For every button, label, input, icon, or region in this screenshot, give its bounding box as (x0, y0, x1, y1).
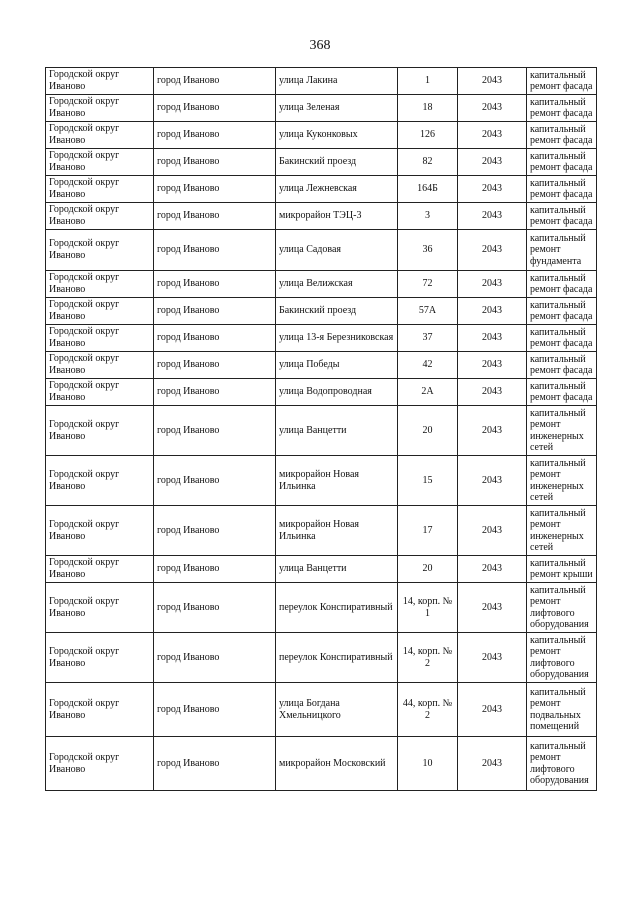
cell-year: 2043 (458, 95, 527, 122)
cell-year: 2043 (458, 271, 527, 298)
cell-work: капитальный ремонт инженерных сетей (527, 456, 597, 506)
table-row (46, 352, 597, 379)
cell-house: 82 (398, 149, 458, 176)
cell-house: 3 (398, 203, 458, 230)
cell-gorod: город Иваново (154, 271, 276, 298)
cell-work: капитальный ремонт фасада (527, 68, 597, 95)
cell-street: улица Лакина (276, 68, 398, 95)
table-row (46, 176, 597, 203)
cell-house: 36 (398, 230, 458, 271)
cell-gorod: город Иваново (154, 325, 276, 352)
cell-work: капитальный ремонт фасада (527, 379, 597, 406)
cell-year: 2043 (458, 456, 527, 506)
cell-street: улица Куконковых (276, 122, 398, 149)
cell-work: капитальный ремонт инженерных сетей (527, 406, 597, 456)
cell-street: переулок Конспиративный (276, 633, 398, 683)
cell-okrug: Городской округ Иваново (46, 271, 154, 298)
table-row (46, 379, 597, 406)
cell-year: 2043 (458, 506, 527, 556)
cell-year: 2043 (458, 68, 527, 95)
cell-okrug: Городской округ Иваново (46, 379, 154, 406)
table-row (46, 683, 597, 737)
cell-house: 37 (398, 325, 458, 352)
cell-okrug: Городской округ Иваново (46, 176, 154, 203)
table-row (46, 68, 597, 95)
cell-house: 1 (398, 68, 458, 95)
cell-street: улица Водопроводная (276, 379, 398, 406)
cell-work: капитальный ремонт фасада (527, 122, 597, 149)
table-row (46, 737, 597, 791)
cell-work: капитальный ремонт фасада (527, 271, 597, 298)
cell-work: капитальный ремонт лифтового оборудования (527, 633, 597, 683)
cell-gorod: город Иваново (154, 352, 276, 379)
cell-street: микрорайон Новая Ильинка (276, 456, 398, 506)
cell-gorod: город Иваново (154, 737, 276, 791)
cell-street: переулок Конспиративный (276, 583, 398, 633)
cell-okrug: Городской округ Иваново (46, 583, 154, 633)
cell-gorod: город Иваново (154, 406, 276, 456)
page-number: 368 (309, 38, 331, 53)
cell-house: 57А (398, 298, 458, 325)
cell-gorod: город Иваново (154, 556, 276, 583)
cell-street: улица Зеленая (276, 95, 398, 122)
cell-gorod: город Иваново (154, 203, 276, 230)
table-row (46, 633, 597, 683)
cell-house: 18 (398, 95, 458, 122)
cell-okrug: Городской округ Иваново (46, 325, 154, 352)
cell-street: Бакинский проезд (276, 298, 398, 325)
cell-work: капитальный ремонт фасада (527, 203, 597, 230)
cell-okrug: Городской округ Иваново (46, 95, 154, 122)
table-row (46, 95, 597, 122)
cell-gorod: город Иваново (154, 379, 276, 406)
cell-gorod: город Иваново (154, 633, 276, 683)
cell-okrug: Городской округ Иваново (46, 456, 154, 506)
cell-year: 2043 (458, 203, 527, 230)
cell-year: 2043 (458, 737, 527, 791)
cell-year: 2043 (458, 379, 527, 406)
cell-work: капитальный ремонт подвальных помещений (527, 683, 597, 737)
cell-house: 20 (398, 406, 458, 456)
cell-okrug: Городской округ Иваново (46, 352, 154, 379)
table-row (46, 406, 597, 456)
cell-year: 2043 (458, 683, 527, 737)
cell-street: улица Богдана Хмельницкого (276, 683, 398, 737)
cell-gorod: город Иваново (154, 456, 276, 506)
cell-year: 2043 (458, 352, 527, 379)
cell-gorod: город Иваново (154, 122, 276, 149)
cell-gorod: город Иваново (154, 95, 276, 122)
cell-work: капитальный ремонт лифтового оборудования (527, 737, 597, 791)
cell-okrug: Городской округ Иваново (46, 203, 154, 230)
cell-okrug: Городской округ Иваново (46, 737, 154, 791)
cell-work: капитальный ремонт инженерных сетей (527, 506, 597, 556)
table-row (46, 298, 597, 325)
cell-gorod: город Иваново (154, 230, 276, 271)
cell-okrug: Городской округ Иваново (46, 406, 154, 456)
cell-gorod: город Иваново (154, 683, 276, 737)
cell-street: улица Ванцетти (276, 556, 398, 583)
cell-work: капитальный ремонт фасада (527, 176, 597, 203)
cell-street: улица 13-я Березниковская (276, 325, 398, 352)
cell-year: 2043 (458, 556, 527, 583)
table-row (46, 230, 597, 271)
cell-house: 72 (398, 271, 458, 298)
cell-year: 2043 (458, 583, 527, 633)
cell-work: капитальный ремонт лифтового оборудования (527, 583, 597, 633)
cell-work: капитальный ремонт крыши (527, 556, 597, 583)
table-row (46, 325, 597, 352)
cell-work: капитальный ремонт фасада (527, 298, 597, 325)
cell-year: 2043 (458, 149, 527, 176)
cell-house: 14, корп. № 1 (398, 583, 458, 633)
cell-gorod: город Иваново (154, 298, 276, 325)
cell-street: улица Победы (276, 352, 398, 379)
cell-gorod: город Иваново (154, 68, 276, 95)
cell-house: 17 (398, 506, 458, 556)
cell-okrug: Городской округ Иваново (46, 149, 154, 176)
cell-gorod: город Иваново (154, 583, 276, 633)
cell-house: 42 (398, 352, 458, 379)
cell-street: Бакинский проезд (276, 149, 398, 176)
cell-year: 2043 (458, 230, 527, 271)
cell-okrug: Городской округ Иваново (46, 68, 154, 95)
cell-work: капитальный ремонт фасада (527, 149, 597, 176)
cell-house: 14, корп. № 2 (398, 633, 458, 683)
cell-street: улица Велижская (276, 271, 398, 298)
cell-house: 10 (398, 737, 458, 791)
cell-house: 126 (398, 122, 458, 149)
repair-schedule-table (45, 67, 597, 791)
cell-work: капитальный ремонт фасада (527, 352, 597, 379)
cell-house: 15 (398, 456, 458, 506)
cell-house: 2А (398, 379, 458, 406)
table-row (46, 556, 597, 583)
table-row (46, 149, 597, 176)
cell-gorod: город Иваново (154, 506, 276, 556)
cell-year: 2043 (458, 122, 527, 149)
table-body (46, 68, 597, 791)
cell-street: микрорайон Московский (276, 737, 398, 791)
cell-year: 2043 (458, 633, 527, 683)
cell-okrug: Городской округ Иваново (46, 683, 154, 737)
cell-okrug: Городской округ Иваново (46, 556, 154, 583)
cell-house: 20 (398, 556, 458, 583)
cell-work: капитальный ремонт фасада (527, 95, 597, 122)
cell-okrug: Городской округ Иваново (46, 633, 154, 683)
cell-gorod: город Иваново (154, 149, 276, 176)
cell-work: капитальный ремонт фасада (527, 325, 597, 352)
cell-okrug: Городской округ Иваново (46, 298, 154, 325)
cell-street: улица Ванцетти (276, 406, 398, 456)
table-row (46, 271, 597, 298)
cell-street: микрорайон Новая Ильинка (276, 506, 398, 556)
cell-okrug: Городской округ Иваново (46, 230, 154, 271)
cell-year: 2043 (458, 325, 527, 352)
table-row (46, 506, 597, 556)
cell-year: 2043 (458, 406, 527, 456)
cell-year: 2043 (458, 176, 527, 203)
cell-house: 44, корп. № 2 (398, 683, 458, 737)
cell-okrug: Городской округ Иваново (46, 122, 154, 149)
cell-street: улица Лежневская (276, 176, 398, 203)
table-row (46, 122, 597, 149)
cell-house: 164Б (398, 176, 458, 203)
cell-okrug: Городской округ Иваново (46, 506, 154, 556)
table-row (46, 203, 597, 230)
cell-street: улица Садовая (276, 230, 398, 271)
cell-street: микрорайон ТЭЦ-3 (276, 203, 398, 230)
table-row (46, 456, 597, 506)
cell-work: капитальный ремонт фундамента (527, 230, 597, 271)
table-row (46, 583, 597, 633)
cell-year: 2043 (458, 298, 527, 325)
cell-gorod: город Иваново (154, 176, 276, 203)
